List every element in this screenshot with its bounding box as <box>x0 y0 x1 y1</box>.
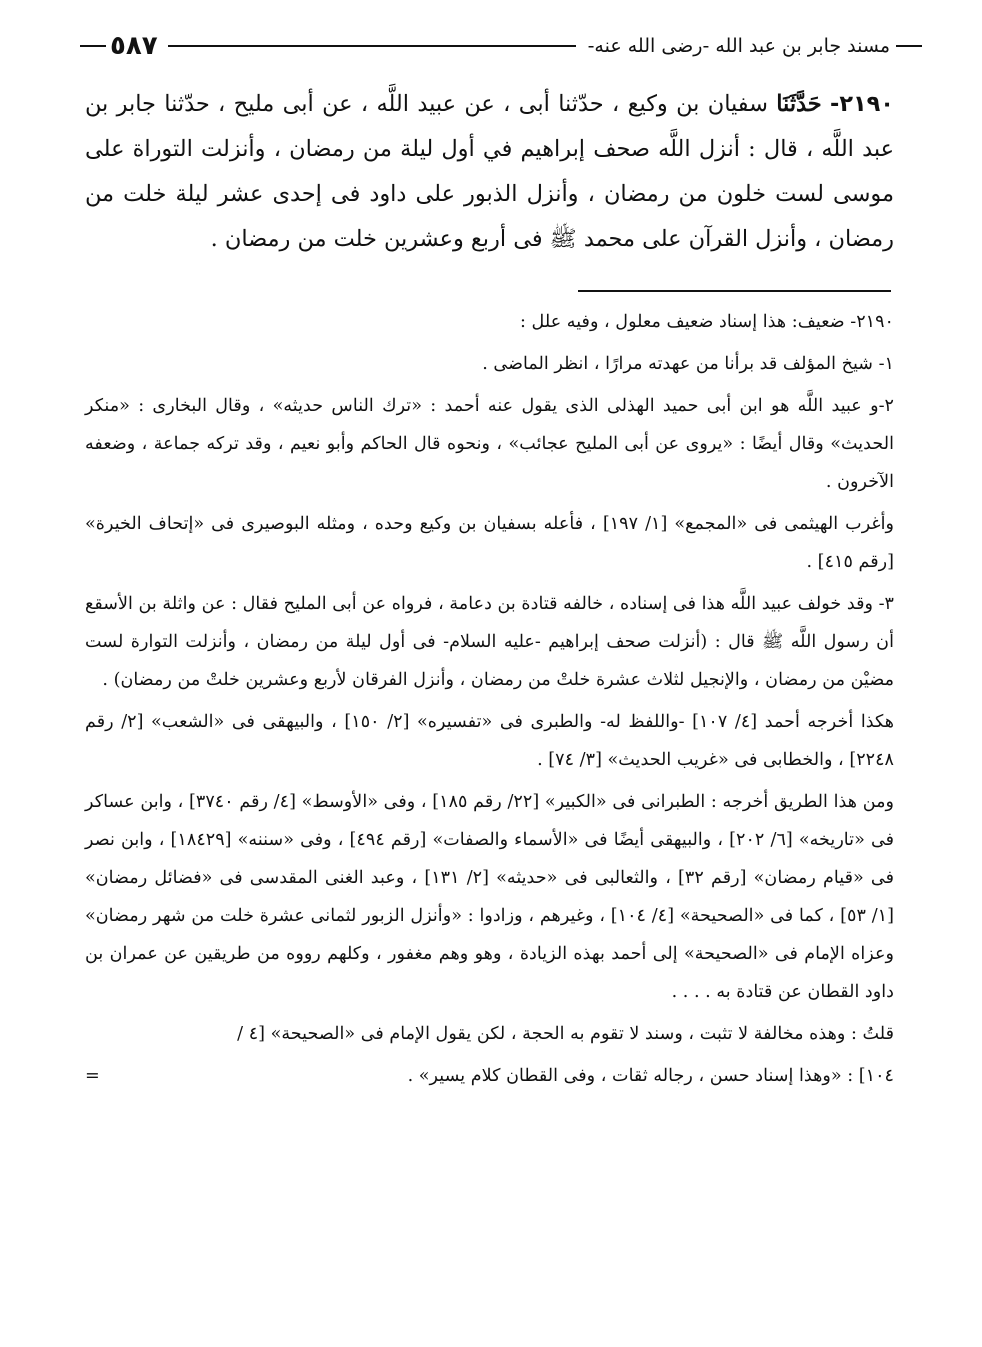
hadith-text <box>85 82 894 262</box>
footnote-reason-2: ٢-و عبيد اللَّه هو ابن أبى حميد الهذلى الذى يقول عنه أحمد : «ترك الناس حديثه» ، وقال البخارى : «منكر الحديث» وقال أيضًا : «يروى عن أبى المليح عجائب» ، ونحوه قال الحاكم وأبو نعيم ، وقد تركه جماعة ، وضعفه الآخرون . <box>85 396 894 492</box>
footnote-conclusion-last: ١٠٤] : «وهذا إسناد حسن ، رجاله ثقات ، وفى القطان كلام يسير» . <box>407 1066 894 1086</box>
footnote-verdict: ٢١٩٠- ضعيف: هذا إسناد ضعيف معلول ، وفيه علل : <box>520 312 894 332</box>
header-dash-right <box>896 45 922 47</box>
page-number: ٥٨٧ <box>110 31 158 61</box>
header-rule <box>168 45 576 47</box>
header-dash-left <box>80 45 106 47</box>
footnote-conclusion: قلتُ : وهذه مخالفة لا تثبت ، وسند لا تقوم به الحجة ، لكن يقول الإمام فى «الصحيحة» [٤ / <box>237 1024 894 1044</box>
hadith-lead-word: حَدَّثَنَا <box>776 91 822 117</box>
footnote-separator <box>578 290 891 292</box>
footnotes <box>85 303 894 1095</box>
continuation-mark: = <box>85 1066 100 1086</box>
footnote-conclusion-end <box>85 1057 894 1095</box>
footnote-haythami: وأغرب الهيثمى فى «المجمع» [١/ ١٩٧] ، فأعله بسفيان بن وكيع وحده ، ومثله البوصيرى فى «إتحاف الخيرة» [رقم ٤١٥] . <box>85 514 894 572</box>
running-header <box>80 26 922 66</box>
hadith-number: ٢١٩٠- <box>830 91 894 117</box>
hadith-body: سفيان بن وكيع ، حدّثنا أبى ، عن عبيد اللَّه ، عن أبى مليح ، حدّثنا جابر بن عبد اللَّه ، قال : أنزل اللَّه صحف إبراهيم في أول ليلة من رمضان ، وأنزلت التوراة على موسى لست خلون من رمضان ، وأنزل الذبور على داود فى إحدى عشر ليلة خلت من رمضان ، وأنزل القرآن على محمد ﷺ فى أربع وعشرين خلت من رمضان . <box>85 91 894 252</box>
footnote-takhrij-1: هكذا أخرجه أحمد [٤/ ١٠٧] -واللفظ له- والطبرى فى «تفسيره» [٢/ ١٥٠] ، والبيهقى فى «الشعب» [٢/ رقم ٢٢٤٨] ، والخطابى فى «غريب الحديث» [٣/ ٧٤] . <box>85 712 894 770</box>
footnote-reason-1: ١- شيخ المؤلف قد برأنا من عهدته مرارًا ، انظر الماضى . <box>482 354 894 374</box>
footnote-reason-3: ٣- وقد خولف عبيد اللَّه هذا فى إسناده ، خالفه قتادة بن دعامة ، فرواه عن أبى المليح فقال : عن واثلة بن الأسقع أن رسول اللَّه ﷺ قال : (أنزلت صحف إبراهيم -عليه السلام- فى أول ليلة من رمضان ، وأنزلت التوارة لست مضيْن من رمضان ، والإنجيل لثلاث عشرة خلتْ من رمضان ، وأنزل الفرقان لأربع وعشرين خلتْ من رمضان) . <box>85 594 894 690</box>
header-title: مسند جابر بن عبد الله -رضى الله عنه- <box>587 35 890 57</box>
footnote-takhrij-2: ومن هذا الطريق أخرجه : الطبرانى فى «الكبير» [٢٢/ رقم ١٨٥] ، وفى «الأوسط» [٤/ رقم ٣٧٤٠] ، وابن عساكر فى «تاريخه» [٦/ ٢٠٢] ، والبيهقى أيضًا فى «الأسماء والصفات» [رقم ٤٩٤] ، وفى «سننه» [١٨٤٢٩] ، وابن نصر فى «قيام رمضان» [رقم ٣٢] ، والثعالبى فى «حديثه» [٢/ ١٣١] ، وعبد الغنى المقدسى فى «فضائل رمضان» [١/ ٥٣] ، كما فى «الصحيحة» [٤/ ١٠٤] ، وغيرهم ، وزادوا : «وأنزل الزبور لثمانى عشرة خلت من شهر رمضان» وعزاه الإمام فى «الصحيحة» إلى أحمد بهذه الزيادة ، وهو وهم مغفور ، وكلهم رووه من طريقين عن عمران بن داود القطان عن قتادة به . . . . <box>85 792 895 1002</box>
